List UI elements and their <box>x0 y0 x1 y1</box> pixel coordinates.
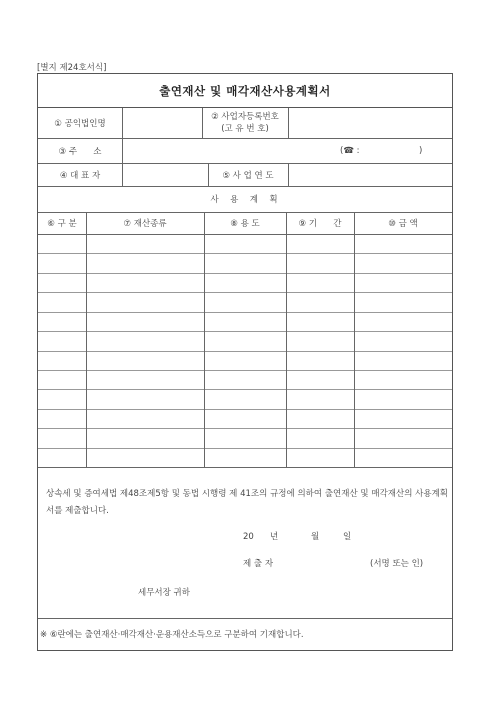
date-year: 20 년 <box>243 532 279 542</box>
address-label-text: ③ 주 소 <box>58 146 102 157</box>
table-row <box>38 234 452 253</box>
table-cell[interactable] <box>286 428 354 447</box>
usage-plan-section-title <box>38 186 452 212</box>
table-cell[interactable] <box>38 253 86 272</box>
table-cell[interactable] <box>86 253 204 272</box>
divider <box>288 163 289 186</box>
divider <box>122 108 123 186</box>
submitter-label: 제 출 자 <box>243 559 274 569</box>
table-cell[interactable] <box>354 312 452 331</box>
table-cell[interactable] <box>354 409 452 428</box>
table-cell[interactable] <box>38 312 86 331</box>
table-cell[interactable] <box>204 428 286 447</box>
table-cell[interactable] <box>354 389 452 408</box>
table-cell[interactable] <box>204 331 286 350</box>
table-cell[interactable] <box>204 370 286 389</box>
col-header-period <box>286 212 354 234</box>
divider <box>38 467 452 468</box>
table-row <box>38 370 452 389</box>
table-row <box>38 428 452 447</box>
phone-label: (☎ : <box>340 146 360 156</box>
date-day: 일 <box>343 532 352 542</box>
table-cell[interactable] <box>86 389 204 408</box>
table-cell[interactable] <box>86 351 204 370</box>
table-cell[interactable] <box>286 409 354 428</box>
table-cell[interactable] <box>204 409 286 428</box>
footnote: ※ ⑥란에는 출연재산·매각재산·운용재산소득으로 구분하여 기재합니다. <box>40 630 304 640</box>
table-cell[interactable] <box>38 428 86 447</box>
table-cell[interactable] <box>286 273 354 292</box>
table-cell[interactable] <box>354 253 452 272</box>
table-row <box>38 312 452 331</box>
corp-name-field[interactable] <box>122 108 202 138</box>
addressee: 세무서장 귀하 <box>138 588 190 598</box>
table-cell[interactable] <box>354 273 452 292</box>
table-cell[interactable] <box>86 312 204 331</box>
table-cell[interactable] <box>86 428 204 447</box>
table-row <box>38 292 452 311</box>
table-cell[interactable] <box>86 370 204 389</box>
table-row <box>38 273 452 292</box>
biz-reg-no-label-line2: (고 유 번 호) <box>221 124 269 134</box>
table-cell[interactable] <box>286 370 354 389</box>
table-cell[interactable] <box>286 253 354 272</box>
divider <box>354 212 355 467</box>
business-year-label: ⑤ 사 업 연 도 <box>222 170 274 181</box>
table-cell[interactable] <box>354 370 452 389</box>
address-label <box>38 138 122 163</box>
table-cell[interactable] <box>204 253 286 272</box>
table-cell[interactable] <box>38 331 86 350</box>
table-cell[interactable] <box>204 234 286 253</box>
col-header-amount: ⑩ 금 액 <box>388 219 418 229</box>
table-cell[interactable] <box>354 292 452 311</box>
table-cell[interactable] <box>354 234 452 253</box>
biz-reg-no-field[interactable] <box>288 108 452 138</box>
table-row <box>38 253 452 272</box>
col-header-period-text: ⑨ 기 간 <box>298 219 342 229</box>
address-field[interactable] <box>122 138 452 163</box>
table-row <box>38 409 452 428</box>
representative-label: ④ 대 표 자 <box>59 170 101 181</box>
table-cell[interactable] <box>354 331 452 350</box>
form-title: 출연재산 및 매각재산사용계획서 <box>38 74 452 108</box>
table-cell[interactable] <box>38 409 86 428</box>
table-cell[interactable] <box>86 292 204 311</box>
table-cell[interactable] <box>38 234 86 253</box>
divider <box>38 618 452 619</box>
table-cell[interactable] <box>38 448 86 467</box>
table-cell[interactable] <box>204 292 286 311</box>
table-cell[interactable] <box>286 234 354 253</box>
phone-close: ) <box>419 146 423 156</box>
table-cell[interactable] <box>286 292 354 311</box>
table-cell[interactable] <box>286 331 354 350</box>
business-year-field[interactable] <box>288 163 452 186</box>
divider <box>286 212 287 467</box>
table-cell[interactable] <box>354 448 452 467</box>
table-cell[interactable] <box>204 389 286 408</box>
table-cell[interactable] <box>38 370 86 389</box>
col-header-category: ⑥ 구 분 <box>47 219 77 229</box>
table-row <box>38 389 452 408</box>
table-cell[interactable] <box>38 273 86 292</box>
form-number-label: [별지 제24호서식] <box>37 63 107 73</box>
usage-plan-section-title-text: 사 용 계 획 <box>210 195 280 205</box>
table-cell[interactable] <box>286 351 354 370</box>
table-cell[interactable] <box>86 409 204 428</box>
table-cell[interactable] <box>86 448 204 467</box>
biz-reg-no-label-line1: ② 사업자등록번호 <box>211 112 279 122</box>
table-cell[interactable] <box>286 389 354 408</box>
table-cell[interactable] <box>38 389 86 408</box>
table-cell[interactable] <box>204 312 286 331</box>
signature-label: (서명 또는 인) <box>370 559 424 569</box>
form-frame <box>37 73 453 651</box>
table-cell[interactable] <box>38 292 86 311</box>
table-cell[interactable] <box>86 273 204 292</box>
table-cell[interactable] <box>204 448 286 467</box>
col-header-property-type: ⑦ 재산종류 <box>123 219 167 229</box>
table-cell[interactable] <box>86 331 204 350</box>
table-cell[interactable] <box>204 351 286 370</box>
divider <box>208 163 209 186</box>
corp-name-label: ① 공익법인명 <box>54 119 106 129</box>
date-month: 월 <box>311 532 320 542</box>
table-cell[interactable] <box>354 428 452 447</box>
divider <box>202 108 203 138</box>
table-row <box>38 331 452 350</box>
table-cell[interactable] <box>204 273 286 292</box>
table-cell[interactable] <box>86 234 204 253</box>
col-header-purpose: ⑧ 용 도 <box>230 219 260 229</box>
table-row <box>38 351 452 370</box>
biz-reg-no-label <box>202 108 288 138</box>
table-cell[interactable] <box>38 351 86 370</box>
divider <box>86 212 87 467</box>
table-cell[interactable] <box>354 351 452 370</box>
divider <box>288 108 289 138</box>
table-cell[interactable] <box>286 448 354 467</box>
table-cell[interactable] <box>286 312 354 331</box>
divider <box>204 212 205 467</box>
representative-field[interactable] <box>122 163 208 186</box>
statement-text: 상속세 및 증여세법 제48조제5항 및 동법 시행령 제 41조의 규정에 의하여 출연재산 및 매각재산의 사용계획서를 제출합니다. <box>46 489 448 516</box>
table-row <box>38 448 452 467</box>
usage-plan-table <box>38 234 452 467</box>
